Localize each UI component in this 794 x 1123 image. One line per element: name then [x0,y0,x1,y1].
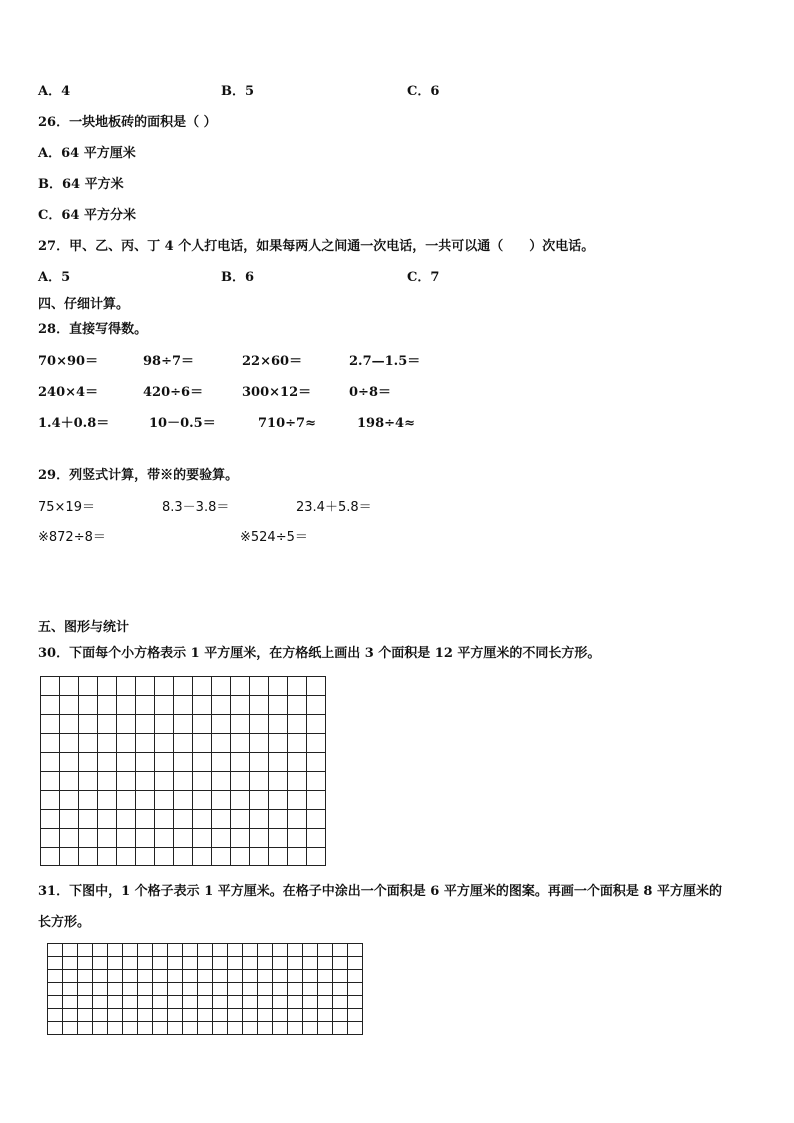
q30-stem: 30．下面每个小方格表示 1 平方厘米，在方格纸上画出 3 个面积是 12 平方厘米的不同长方形。 [38,646,601,661]
q29-item: ※524÷5＝ [240,530,308,545]
q29-item: 8.3－3.8＝ [162,500,230,515]
q31-stem-line2: 长方形。 [38,915,91,930]
q28-item: 10－0.5＝ [149,416,216,431]
q25-option-b: B．5 [221,84,255,99]
q28-item: 300×12＝ [242,385,312,400]
q28-item: 70×90＝ [38,354,99,369]
section-4-title: 四、仔细计算。 [38,297,130,312]
q29-item: ※872÷8＝ [38,530,106,545]
section-5-title: 五、图形与统计 [38,620,130,635]
q29-item: 23.4＋5.8＝ [296,500,372,515]
q25-option-c: C．6 [407,84,440,99]
q28-item: 420÷6＝ [143,385,204,400]
q28-item: 98÷7＝ [143,354,195,369]
q29-item: 75×19＝ [38,500,95,515]
q26-option-c: C．64 平方分米 [38,208,136,223]
q28-item: 710÷7≈ [258,416,316,431]
q28-item: 22×60＝ [242,354,303,369]
q25-option-a: A．4 [38,84,71,99]
q28-item: 240×4＝ [38,385,99,400]
q26-stem: 26．一块地板砖的面积是（ ） [38,115,217,130]
q28-item: 1.4＋0.8＝ [38,416,110,431]
q31-square-grid [47,943,363,1035]
q27-stem: 27．甲、乙、丙、丁 4 个人打电话，如果每两人之间通一次电话，一共可以通（ ）次电话。 [38,239,595,254]
q27-option-c: C．7 [407,270,440,285]
q27-option-b: B．6 [221,270,255,285]
q26-option-b: B．64 平方米 [38,177,124,192]
q28-item: 0÷8＝ [349,385,391,400]
q31-stem-line1: 31．下图中，1 个格子表示 1 平方厘米。在格子中涂出一个面积是 6 平方厘米的图案。再画一个面积是 8 平方厘米的 [38,884,722,899]
q28-stem: 28．直接写得数。 [38,322,148,337]
q26-option-a: A．64 平方厘米 [38,146,136,161]
q28-item: 2.7—1.5＝ [349,354,421,369]
q27-option-a: A．5 [38,270,71,285]
q28-item: 198÷4≈ [357,416,415,431]
q30-square-grid [40,676,326,866]
q29-stem: 29．列竖式计算，带※的要验算。 [38,468,239,483]
